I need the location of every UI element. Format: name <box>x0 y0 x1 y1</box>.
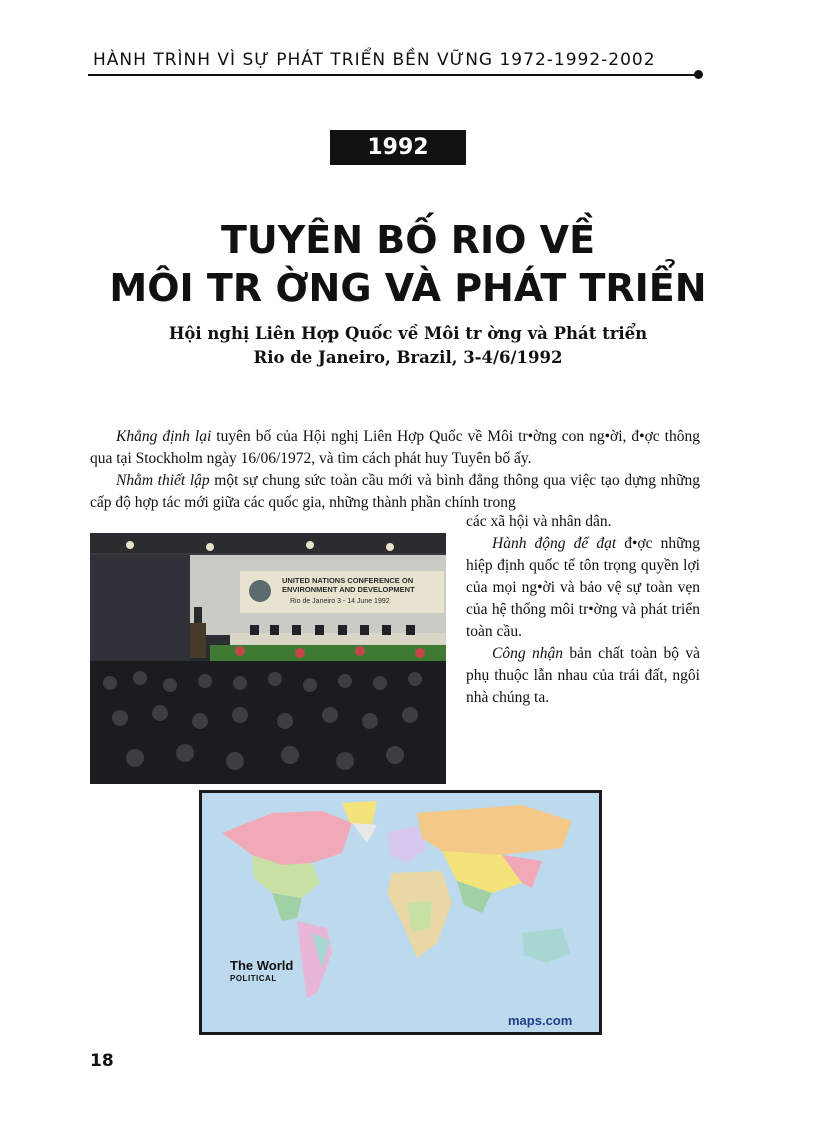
map-label-subtitle: POLITICAL <box>230 974 277 983</box>
page-title <box>60 216 756 312</box>
paragraph-establish <box>90 470 700 514</box>
year-badge: 1992 <box>330 130 466 165</box>
paragraph-affirm <box>90 426 700 470</box>
conference-photo-image <box>90 533 446 784</box>
text-action: đ•ợc những hiệp định quốc tế tôn trọng quyền lợi của mọi ng•ời và bảo vệ sự toàn vẹn của hệ thống môi tr•ờng và phát triển toàn cầu. <box>466 535 700 640</box>
map-label <box>230 959 293 985</box>
lead-establish: Nhằm thiết lập <box>116 472 210 489</box>
right-column-text <box>466 511 700 709</box>
conference-photo <box>90 533 446 784</box>
map-brand-logo: maps.com <box>508 1013 573 1028</box>
title-line-1: TUYÊN BỐ RIO VỀ <box>220 218 596 262</box>
intro-text <box>90 426 700 514</box>
map-label-title: The World <box>230 958 294 973</box>
paragraph-action <box>466 533 700 643</box>
subtitle-line-2: Rio de Janeiro, Brazil, 3-4/6/1992 <box>253 348 563 367</box>
page-number: 18 <box>90 1051 114 1071</box>
lead-affirm: Khẳng định lại <box>116 428 212 445</box>
text-affirm: tuyên bố của Hội nghị Liên Hợp Quốc về Môi tr•ờng con ng•ời, đ•ợc thông qua tại Stockholm ngày 16/06/1972, và tìm cách phát huy Tuyên bố ấy. <box>90 428 700 467</box>
world-map-image <box>202 793 599 1032</box>
banner-line-1: UNITED NATIONS CONFERENCE ON <box>282 576 414 585</box>
subtitle <box>80 322 736 370</box>
subtitle-line-1: Hội nghị Liên Hợp Quốc về Môi tr ờng và Phát triển <box>168 324 648 343</box>
title-line-2: MÔI TR ỜNG VÀ PHÁT TRIỂN <box>109 266 707 310</box>
paragraph-recognize <box>466 643 700 709</box>
lead-recognize: Công nhận <box>492 645 563 662</box>
banner-line-2: ENVIRONMENT AND DEVELOPMENT <box>282 585 415 594</box>
paragraph-establish-continued: các xã hội và nhân dân. <box>466 513 612 530</box>
header-dot <box>694 70 703 79</box>
lead-action: Hành động để đạt <box>492 535 617 552</box>
world-map <box>199 790 602 1035</box>
text-establish: một sự chung sức toàn cầu mới và bình đẳng thông qua việc tạo dựng những cấp độ hợp tác mới giữa các quốc gia, những thành phần chính trong <box>90 472 700 511</box>
banner-line-3: Rio de Janeiro 3 - 14 June 1992 <box>290 598 390 605</box>
text-recognize: bản chất toàn bộ và phụ thuộc lẫn nhau của trái đất, ngôi nhà chúng ta. <box>466 645 701 706</box>
header-rule <box>88 74 700 76</box>
running-header: HÀNH TRÌNH VÌ SỰ PHÁT TRIỂN BỀN VỮNG 1972-1992-2002 <box>93 50 656 70</box>
